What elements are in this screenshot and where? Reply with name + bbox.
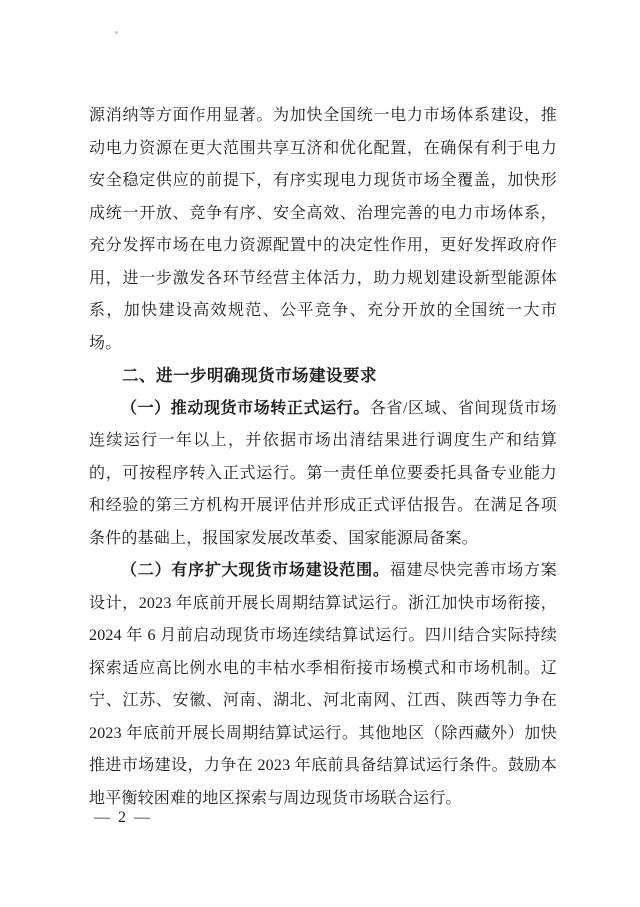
paragraph-item-1 [89,393,557,556]
page-number: — 2 — [94,809,152,826]
paragraph-1-body: 各省/区域、省间现货市场连续运行一年以上，并依据市场出清结果进行调度生产和结算的，可按程序转入正式运行。第一责任单位要委托具备专业能力和经验的第三方机构开展评估并形成正式评估报告。在满足各项条件的基础上，报国家发展改革委、国家能源局备案。 [89,399,557,547]
paragraph-1-lead: （一）推动现货市场转正式运行。 [121,399,370,417]
document-content [89,100,557,815]
scan-artifact-dot [115,31,118,34]
paragraph-2-body: 福建尽快完善市场方案设计，2023 年底前开展长周期结算试运行。浙江加快市场衔接，2024 年 6 月前启动现货市场连续结算试运行。四川结合实际持续探索适应高比例水电的丰枯水季相衔接市场模式和市场机制。辽宁、江苏、安徽、河南、湖北、河北南网、江西、陕西等力争在 2023 年底前开展长周期结算试运行。其他地区（除西藏外）加快推进市场建设，力争在 2023 年底前具备结算试运行条件。鼓励本地平衡较困难的地区探索与周边现货市场联合运行。 [89,562,557,807]
section-heading: 二、进一步明确现货市场建设要求 [122,367,377,385]
paragraph-continuation: 源消纳等方面作用显著。为加快全国统一电力市场体系建设，推动电力资源在更大范围共享互济和优化配置，在确保有利于电力安全稳定供应的前提下，有序实现电力现货市场全覆盖，加快形成统一开放、竞争有序、安全高效、治理完善的电力市场体系，充分发挥市场在电力资源配置中的决定性作用，更好发挥政府作用，进一步激发各环节经营主体活力，助力规划建设新型能源体系，加快建设高效规范、公平竞争、充分开放的全国统一大市场。 [89,107,557,352]
paragraph-item-2 [89,555,557,815]
paragraph-2-lead: （二）有序扩大现货市场建设范围。 [121,562,390,579]
